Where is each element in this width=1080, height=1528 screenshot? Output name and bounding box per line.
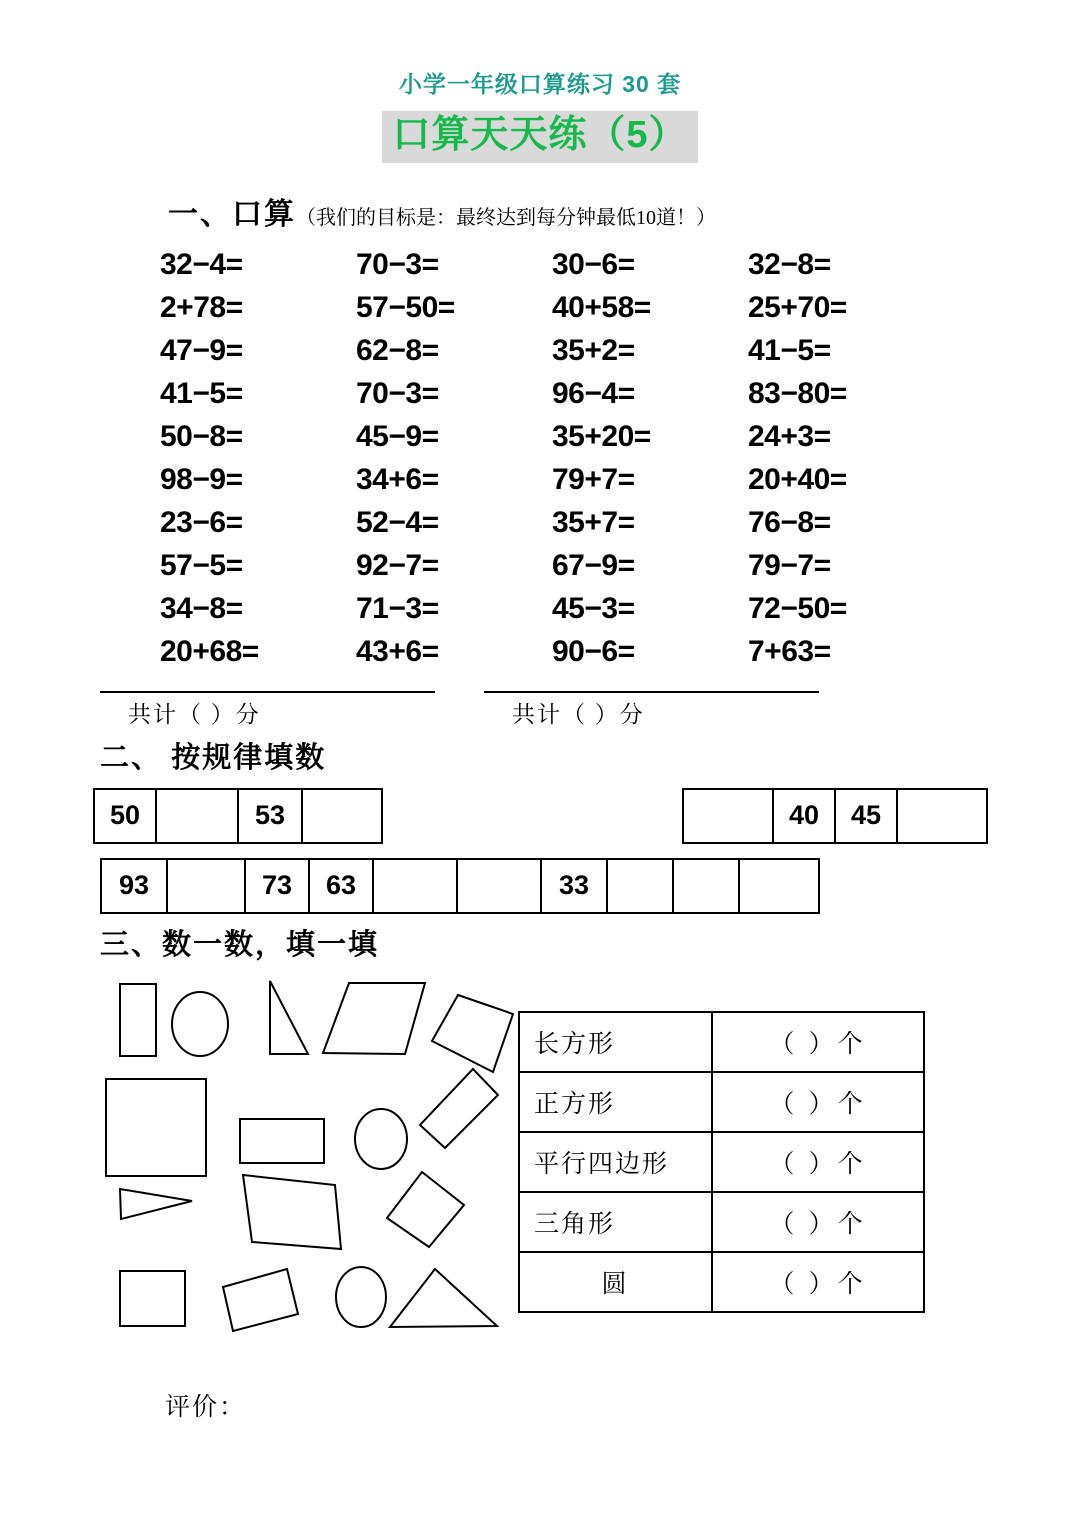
math-problem: 90−6= [552, 634, 635, 668]
math-problem: 35+2= [552, 333, 635, 367]
math-problem: 2+78= [160, 290, 243, 324]
math-problem: 57−50= [356, 290, 455, 324]
math-problem: 96−4= [552, 376, 635, 410]
diamond-square-icon [387, 1172, 464, 1247]
math-problem: 25+70= [748, 290, 847, 324]
math-problem: 71−3= [356, 591, 439, 625]
shape-name-cell: 正方形 [519, 1072, 712, 1132]
shape-count-cell[interactable]: （ ）个 [712, 1192, 924, 1252]
math-problem: 52−4= [356, 505, 439, 539]
pattern-row-2 [0, 858, 1080, 916]
thin-triangle-icon [120, 1189, 192, 1219]
table-row [519, 1192, 924, 1252]
worksheet-header [0, 0, 1080, 163]
math-problem: 23−6= [160, 505, 243, 539]
math-problem: 79−7= [748, 548, 831, 582]
shape-name-cell: 长方形 [519, 1012, 712, 1072]
pattern-cell[interactable]: 40 [774, 790, 836, 844]
shape-count-cell[interactable]: （ ）个 [712, 1132, 924, 1192]
series-title: 小学一年级口算练习 30 套 [398, 71, 682, 97]
math-problem: 79+7= [552, 462, 635, 496]
section3-heading: 三、数一数，填一填 [100, 928, 380, 961]
shape-count-cell[interactable]: （ ）个 [712, 1252, 924, 1312]
math-problem: 98−9= [160, 462, 243, 496]
tilted-rectangle-icon [420, 1069, 498, 1148]
square-icon [120, 1271, 185, 1326]
rotated-square-icon [432, 995, 513, 1072]
math-problem: 7+63= [748, 634, 831, 668]
shape-count-cell[interactable]: （ ）个 [712, 1072, 924, 1132]
pattern-row-1 [0, 788, 1080, 846]
shape-name-cell: 三角形 [519, 1192, 712, 1252]
math-problem: 35+20= [552, 419, 651, 453]
math-problem: 34−8= [160, 591, 243, 625]
rectangle-horizontal-icon [240, 1119, 324, 1163]
math-problem: 70−3= [356, 376, 439, 410]
pattern-cell[interactable]: 53 [239, 790, 303, 844]
math-problem: 72−50= [748, 591, 847, 625]
math-problem: 20+40= [748, 462, 847, 496]
table-row [519, 1252, 924, 1312]
pattern-cell[interactable] [303, 790, 383, 844]
total-label-right: 共计（ ）分 [512, 701, 645, 727]
math-problem: 47−9= [160, 333, 243, 367]
math-problem: 45−9= [356, 419, 439, 453]
math-problem: 35+7= [552, 505, 635, 539]
right-triangle-icon [270, 981, 308, 1054]
section1-heading-note: （我们的目标是：最终达到每分钟最低10道！） [296, 206, 716, 229]
math-problem: 62−8= [356, 333, 439, 367]
pattern-cell[interactable] [740, 860, 820, 914]
table-row [519, 1132, 924, 1192]
section3-body [0, 969, 1080, 1369]
math-problem: 40+58= [552, 290, 651, 324]
parallelogram-icon [323, 983, 425, 1054]
math-problem: 76−8= [748, 505, 831, 539]
math-problem: 34+6= [356, 462, 439, 496]
math-problem: 24+3= [748, 419, 831, 453]
shape-name-cell: 平行四边形 [519, 1132, 712, 1192]
pattern-cell[interactable] [608, 860, 674, 914]
math-problem: 32−8= [748, 247, 831, 281]
totals-row [0, 691, 1080, 729]
section1-heading-main: 一、口算 [168, 197, 296, 231]
pattern-table-long [100, 858, 820, 914]
math-problem: 50−8= [160, 419, 243, 453]
pattern-cell[interactable]: 93 [102, 860, 168, 914]
math-problem: 57−5= [160, 548, 243, 582]
evaluation-label: 评价： [165, 1393, 247, 1421]
total-block-right [484, 691, 824, 729]
shape-name-cell: 圆 [519, 1252, 712, 1312]
pattern-cell[interactable] [157, 790, 239, 844]
triangle-icon [390, 1269, 497, 1327]
math-problem: 41−5= [748, 333, 831, 367]
math-problem: 20+68= [160, 634, 259, 668]
pattern-cell[interactable] [674, 860, 740, 914]
math-problem: 83−80= [748, 376, 847, 410]
math-problem: 67−9= [552, 548, 635, 582]
math-problem-grid [0, 243, 1080, 673]
rectangle-vertical-icon [120, 984, 156, 1056]
math-problem: 41−5= [160, 376, 243, 410]
section1-heading [168, 189, 1080, 233]
page-title: 口算天天练（5） [382, 111, 697, 163]
math-problem: 30−6= [552, 247, 635, 281]
large-square-icon [106, 1079, 206, 1176]
pattern-cell[interactable] [168, 860, 246, 914]
pattern-cell[interactable]: 63 [310, 860, 374, 914]
ellipse-2-icon [336, 1267, 386, 1327]
pattern-cell[interactable] [898, 790, 988, 844]
shape-count-cell[interactable]: （ ）个 [712, 1012, 924, 1072]
tilted-rectangle-2-icon [223, 1269, 298, 1331]
pattern-cell[interactable]: 50 [95, 790, 157, 844]
pattern-cell[interactable]: 45 [836, 790, 898, 844]
pattern-cell[interactable]: 33 [542, 860, 608, 914]
pattern-cell[interactable] [458, 860, 542, 914]
circle-icon [355, 1109, 407, 1169]
pattern-table-right [682, 788, 988, 844]
table-row [519, 1012, 924, 1072]
math-problem: 92−7= [356, 548, 439, 582]
math-problem: 45−3= [552, 591, 635, 625]
pattern-cell[interactable] [374, 860, 458, 914]
pattern-cell[interactable] [684, 790, 774, 844]
pattern-cell[interactable]: 73 [246, 860, 310, 914]
total-label-left: 共计（ ）分 [128, 701, 261, 727]
table-row [519, 1072, 924, 1132]
math-problem: 43+6= [356, 634, 439, 668]
math-problem: 70−3= [356, 247, 439, 281]
ellipse-icon [172, 992, 228, 1056]
main-title-row [0, 111, 1080, 163]
shapes-figure [95, 969, 525, 1359]
pattern-table-left [93, 788, 383, 844]
math-problem: 32−4= [160, 247, 243, 281]
shape-count-table [518, 1011, 925, 1313]
large-parallelogram-icon [243, 1175, 341, 1249]
section2-heading: 二、 按规律填数 [100, 741, 327, 774]
total-block-left [100, 691, 440, 729]
